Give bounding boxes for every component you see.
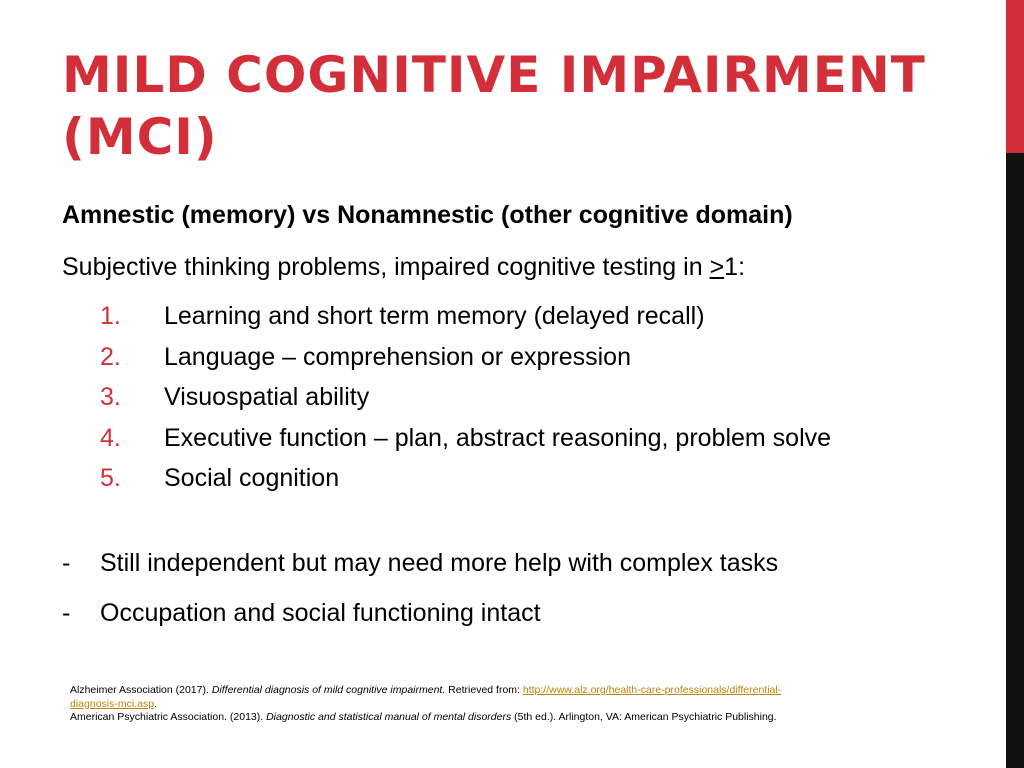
domain-item <box>100 463 992 493</box>
references <box>70 684 790 725</box>
ref1-end: . <box>154 697 157 710</box>
domain-text: Visuospatial ability <box>164 383 370 411</box>
domain-number: 5. <box>100 464 121 492</box>
functioning-text: Still independent but may need more help with complex tasks <box>100 549 779 577</box>
domain-text: Language – comprehension or expression <box>164 342 631 371</box>
reference-alz <box>70 684 790 711</box>
domain-item <box>100 382 992 412</box>
domain-item <box>100 342 992 372</box>
mci-subtypes: Amnestic (memory) vs Nonamnestic (other cognitive domain) <box>62 201 793 229</box>
functioning-text: Occupation and social functioning intact <box>100 599 541 627</box>
domain-item <box>100 301 992 331</box>
ref2-title: Diagnostic and statistical manual of mental disorders <box>266 711 512 723</box>
reference-apa <box>70 711 790 725</box>
domain-number: 4. <box>100 423 121 452</box>
slide-body <box>62 200 992 504</box>
criteria-line <box>62 252 992 282</box>
ref1-title: Differential diagnosis of mild cognitive impairment. <box>211 684 446 696</box>
domain-text: Learning and short term memory (delayed recall) <box>164 302 705 330</box>
cognitive-domain-list <box>62 301 992 493</box>
criteria-threshold: > <box>709 253 725 281</box>
ref1-retrieved: Retrieved from: <box>445 684 523 696</box>
domain-number: 2. <box>100 342 121 371</box>
accent-bar-top <box>1006 0 1024 153</box>
domain-text: Executive function – plan, abstract reasoning, problem solve <box>164 423 832 452</box>
dash-marker: - <box>62 549 71 577</box>
domain-number: 3. <box>100 383 121 411</box>
domain-item <box>100 423 992 453</box>
criteria-prefix: Subjective thinking problems, impaired cognitive testing in <box>62 253 710 281</box>
ref1-link[interactable]: http://www.alz.org/health-care-professionals/differential-diagnosis-mci.asp <box>70 684 782 710</box>
ref2-author: American Psychiatric Association. (2013). <box>70 711 267 723</box>
domain-text: Social cognition <box>164 464 340 492</box>
dash-marker: - <box>62 599 71 627</box>
functioning-item <box>62 548 992 578</box>
functioning-list <box>62 548 992 648</box>
functioning-item <box>62 598 992 628</box>
slide-title: MILD COGNITIVE IMPAIRMENT (MCI) <box>62 46 926 166</box>
ref1-author: Alzheimer Association (2017). <box>70 684 212 696</box>
accent-bar-bottom <box>1006 153 1024 768</box>
domain-number: 1. <box>100 302 121 330</box>
ref2-rest: (5th ed.). Arlington, VA: American Psychiatric Publishing. <box>511 711 777 723</box>
criteria-suffix: 1: <box>724 253 746 281</box>
